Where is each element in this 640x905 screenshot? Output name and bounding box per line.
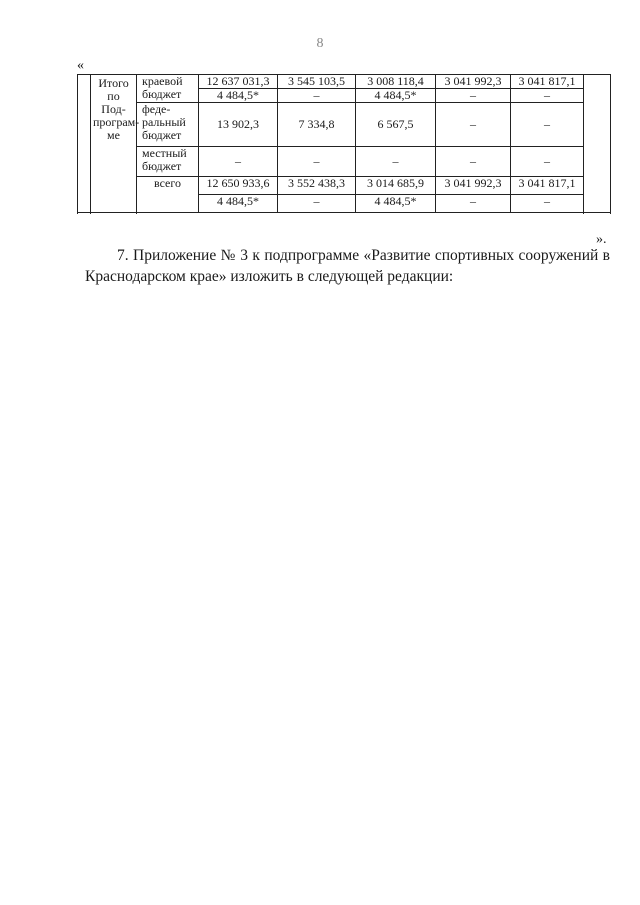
table-cell: –: [436, 147, 511, 177]
page-number: 8: [316, 36, 324, 51]
table-cell: 4 484,5*: [199, 89, 278, 103]
source-line: бюджет: [142, 159, 182, 173]
source-line: бюджет: [142, 128, 182, 142]
row-group-label: [91, 75, 140, 213]
table-cell: 3 041 817,1: [511, 75, 584, 89]
source-line: краевой: [142, 74, 183, 88]
table-cell: 3 041 817,1: [511, 177, 584, 195]
source-line: местный: [142, 146, 187, 160]
source-line: феде-: [142, 102, 171, 116]
source-line: всего: [153, 176, 182, 190]
empty-first-column: [78, 75, 91, 213]
source-line: бюджет: [142, 87, 182, 101]
funding-source-total: [137, 177, 199, 213]
table-cell: 4 484,5*: [199, 195, 278, 213]
table-cell: 7 334,8: [278, 103, 356, 147]
row-label-line: по: [107, 89, 120, 103]
table-cell: 13 902,3: [199, 103, 278, 147]
table-cell: 4 484,5*: [356, 195, 436, 213]
empty-last-column: [584, 75, 611, 213]
table-cell: –: [356, 147, 436, 177]
table-cell: –: [511, 147, 584, 177]
table-cell: –: [511, 195, 584, 213]
table-cell: –: [278, 147, 356, 177]
table-cell: 6 567,5: [356, 103, 436, 147]
table-cell: –: [278, 89, 356, 103]
row-label-line: ме: [107, 128, 120, 142]
table-cell: 12 637 031,3: [199, 75, 278, 89]
amendment-paragraph: [85, 245, 610, 287]
table-cell: 3 014 685,9: [356, 177, 436, 195]
table-cell: 3 008 118,4: [356, 75, 436, 89]
funding-source-federal: [137, 103, 199, 147]
table-cell: –: [511, 89, 584, 103]
paragraph-text: 7. Приложение № 3 к подпрограмме «Развитие спортивных сооружений в Краснодарском крае» изложить в следующей редакции:: [85, 247, 610, 285]
closing-quote-mark: ».: [596, 232, 607, 247]
row-label-line: Под-: [101, 102, 126, 116]
table-cell: 12 650 933,6: [199, 177, 278, 195]
table-cell: 4 484,5*: [356, 89, 436, 103]
table-cell: –: [511, 103, 584, 147]
table-cell: –: [436, 89, 511, 103]
table-cell: 3 552 438,3: [278, 177, 356, 195]
table-cell: –: [436, 195, 511, 213]
table-cell: –: [278, 195, 356, 213]
row-label-line: Итого: [98, 76, 129, 90]
opening-quote-mark: «: [77, 58, 84, 73]
table-cell: –: [436, 103, 511, 147]
table-cell: 3 041 992,3: [436, 177, 511, 195]
table-cell: 3 545 103,5: [278, 75, 356, 89]
funding-source-local: [137, 147, 199, 177]
table-cell: –: [199, 147, 278, 177]
source-line: ральный: [142, 115, 186, 129]
funding-source-regional: [137, 75, 199, 103]
row-label-line: програм-: [93, 115, 140, 129]
budget-table: [77, 74, 611, 213]
table-cell: 3 041 992,3: [436, 75, 511, 89]
